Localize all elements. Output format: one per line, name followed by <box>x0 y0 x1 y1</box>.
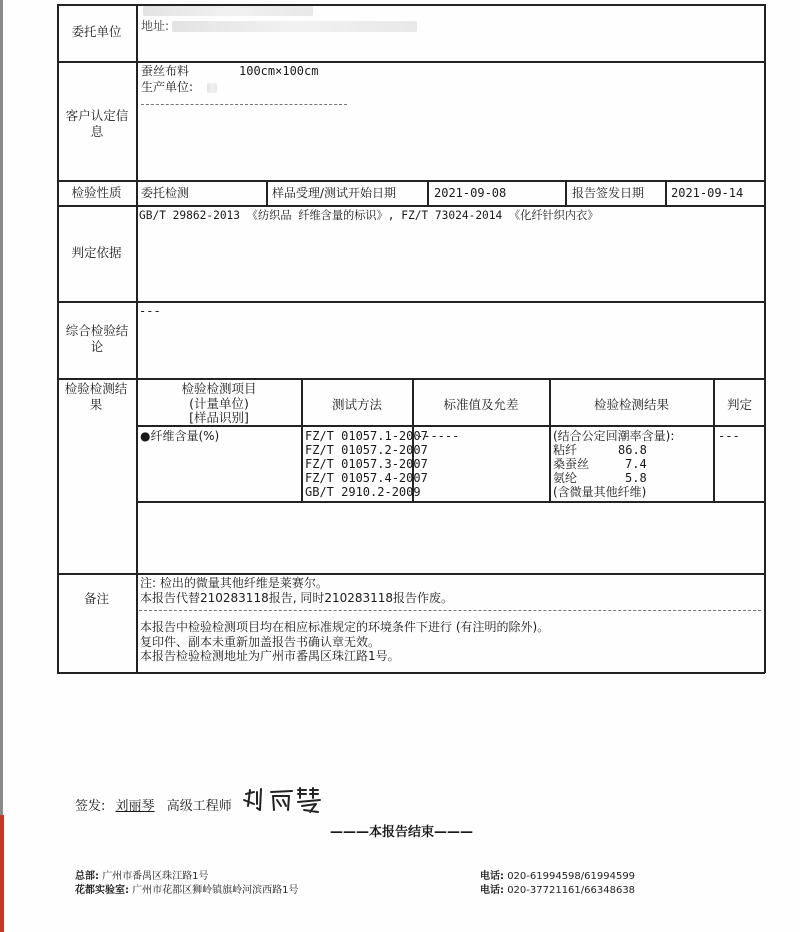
consignor-address-label: 地址: <box>141 19 170 33</box>
received-label: 样品受理/测试开始日期 <box>272 186 397 200</box>
header-unit: (计量单位) <box>189 396 249 411</box>
handwritten-signature-image <box>240 784 330 816</box>
signatory-title: 高级工程师 <box>166 799 232 814</box>
table-border-bottom <box>57 672 765 674</box>
fiber-name: 粘纤 <box>553 443 578 457</box>
row-separator <box>57 180 765 182</box>
report-table <box>57 4 765 673</box>
fiber-value: 5.8 <box>625 471 647 485</box>
method-line: FZ/T 01057.2-2007 <box>305 443 428 457</box>
footer-lab-phone-number: 020-37721161/66348638 <box>507 885 636 896</box>
customer-info-label: 客户认定信息 <box>65 108 129 139</box>
footer-lab-label: 花都实验室: <box>75 885 129 896</box>
redacted-consignor-name <box>143 6 313 16</box>
consignor-label: 委托单位 <box>71 24 122 39</box>
issue-label: 报告签发日期 <box>572 186 645 200</box>
remarks-label: 备注 <box>83 591 109 606</box>
remark-line: 本报告代替210283118报告, 同时210283118报告作废。 <box>140 591 454 605</box>
remark-line: 复印件、副本未重新加盖报告书确认章无效。 <box>140 635 381 649</box>
footer-lab-address: 广州市花都区狮岭镇旗岭河滨西路1号 <box>132 885 299 896</box>
remarks-dashed-separator <box>139 610 761 611</box>
sample-name: 蚕丝布料 <box>141 64 190 78</box>
remark-line: 注: 检出的微量其他纤维是莱赛尔。 <box>140 576 328 590</box>
footer-hq-label: 总部: <box>75 871 99 882</box>
header-standard: 标准值及允差 <box>443 397 519 412</box>
results-label: 检验检测结果 <box>64 381 128 412</box>
page-edge-shadow <box>0 0 3 932</box>
judge-value: --- <box>718 429 740 443</box>
footer-lab-phone <box>480 881 635 896</box>
method-line: FZ/T 01057.1-2007 <box>305 429 428 443</box>
header-sample: [样品识别] <box>189 410 249 425</box>
nature-value: 委托检测 <box>141 186 190 200</box>
conclusion-value: --- <box>139 304 161 318</box>
col-separator <box>266 180 268 206</box>
nature-label: 检验性质 <box>71 185 122 200</box>
remark-line: 本报告检验检测地址为广州市番禺区珠江路1号。 <box>140 649 400 663</box>
method-line: GB/T 2910.2-2009 <box>305 485 421 499</box>
result-footer: (含微量其他纤维) <box>553 485 647 499</box>
conclusion-label: 综合检验结论 <box>65 323 129 354</box>
header-result: 检验检测结果 <box>593 397 669 412</box>
row-separator <box>57 61 765 63</box>
row-separator <box>57 301 765 303</box>
signature-label: 签发: <box>75 799 106 814</box>
received-date: 2021-09-08 <box>434 186 507 200</box>
redacted-producer <box>207 83 217 93</box>
col-separator <box>427 180 429 206</box>
row-separator <box>57 205 765 207</box>
footer-phone-label: 电话: <box>480 885 504 896</box>
fiber-name: 氨纶 <box>553 471 578 485</box>
footer-hq <box>75 867 209 882</box>
remark-line: 本报告中检验检测项目均在相应标准规定的环境条件下进行 (有注明的除外)。 <box>140 620 550 634</box>
header-item: 检验检测项目 <box>181 381 257 396</box>
basis-text: GB/T 29862-2013 《纺织品 纤维含量的标识》, FZ/T 73024-2014 《化纤针织内衣》 <box>139 209 599 222</box>
fiber-value: 86.8 <box>618 443 647 457</box>
fiber-name: 桑蚕丝 <box>553 457 590 471</box>
footer-hq-address: 广州市番禺区珠江路1号 <box>102 871 209 882</box>
col-separator <box>665 180 667 206</box>
item-fiber-content: ●纤维含量(%) <box>140 429 220 443</box>
report-end-mark: ———本报告结束——— <box>330 825 474 840</box>
fiber-value: 7.4 <box>625 457 647 471</box>
method-line: FZ/T 01057.4-2007 <box>305 471 428 485</box>
header-judge: 判定 <box>726 397 752 412</box>
signatory-name: 刘丽琴 <box>115 799 155 814</box>
header-method: 测试方法 <box>331 397 382 412</box>
issue-date: 2021-09-14 <box>671 186 744 200</box>
footer-phone-label: 电话: <box>480 871 504 882</box>
col-separator <box>565 180 567 206</box>
method-line: FZ/T 01057.3-2007 <box>305 457 428 471</box>
sample-size: 100cm×100cm <box>239 64 319 78</box>
footer-hq-phone <box>480 867 635 882</box>
producer-label: 生产单位: <box>141 80 194 94</box>
result-header: (结合公定回潮率含量): <box>553 429 675 443</box>
redacted-consignor-address <box>172 21 417 32</box>
row-separator <box>57 378 765 380</box>
page-edge-red-strip <box>0 815 4 932</box>
producer-dashed-line <box>141 104 347 105</box>
footer-lab <box>75 881 299 896</box>
row-separator <box>57 573 765 575</box>
signature-block <box>75 795 232 814</box>
footer-hq-phone-number: 020-61994598/61994599 <box>507 871 636 882</box>
standard-value: ------ <box>416 429 460 443</box>
results-row-separator <box>136 501 765 503</box>
basis-label: 判定依据 <box>71 245 122 260</box>
